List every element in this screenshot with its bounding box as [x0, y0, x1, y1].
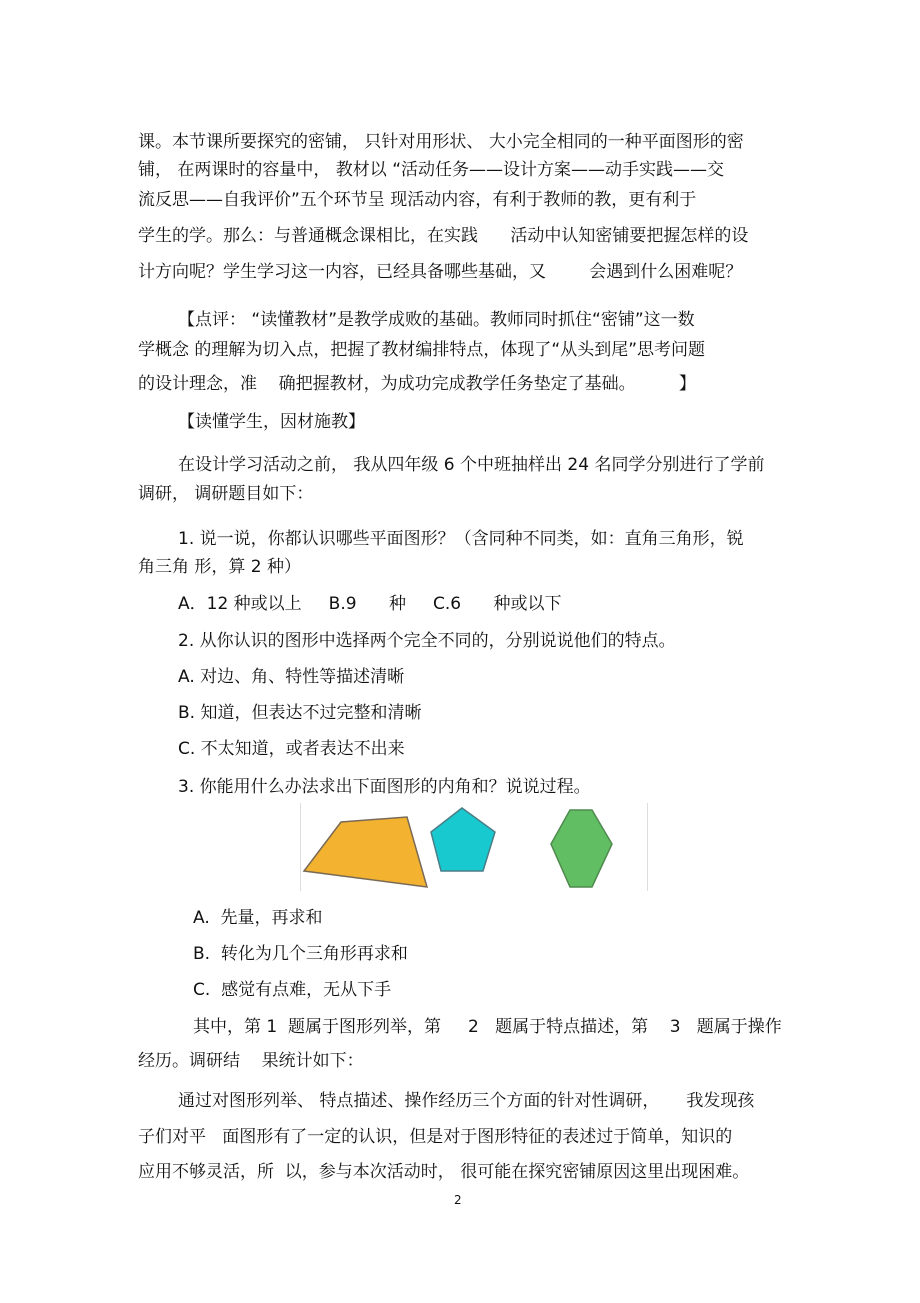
- q3-option-b: B. 转化为几个三角形再求和: [193, 944, 408, 964]
- intro-line-3: 流反思——自我评价”五个环节呈 现活动内容，有利于教师的教，更有利于: [138, 190, 697, 210]
- pentagon-shape: [431, 808, 495, 871]
- hexagon-shape: [551, 810, 612, 887]
- comment-line-1: 【点评： “读懂教材”是教学成败的基础。教师同时抓住“密铺”这一数: [178, 310, 695, 330]
- q3-option-a: A. 先量，再求和: [193, 908, 323, 928]
- q3-option-c: C. 感觉有点难，无从下手: [193, 980, 392, 1000]
- polygon-figure: [300, 803, 648, 891]
- section-heading: 【读懂学生，因材施教】: [178, 412, 365, 432]
- comment-line-2: 学概念 的理解为切入点，把握了教材编排特点，体现了“从头到尾”思考问题: [138, 340, 706, 360]
- comment-line-3: 的设计理念，准 确把握教材，为成功完成教学任务垫定了基础。 】: [138, 374, 696, 394]
- intro-line-2: 铺， 在两课时的容量中， 教材以 “活动任务——设计方案——动手实践——交: [138, 160, 725, 180]
- q1-line-2: 角三角 形，算 2 种）: [138, 557, 302, 577]
- q2-option-c: C. 不太知道，或者表达不出来: [178, 739, 405, 759]
- conclusion-line-2: 子们对平 面图形有了一定的认识，但是对于图形特征的表述过于简单，知识的: [138, 1127, 733, 1147]
- summary-line-2: 经历。调研结 果统计如下：: [138, 1051, 364, 1071]
- survey-intro-line-1: 在设计学习活动之前， 我从四年级 6 个中班抽样出 24 名同学分别进行了学前: [178, 455, 765, 475]
- intro-line-4: 学生的学。那么：与普通概念课相比，在实践 活动中认知密铺要把握怎样的设: [138, 226, 749, 246]
- summary-line-1: 其中，第 1 题属于图形列举，第 2 题属于特点描述，第 3 题属于操作: [193, 1017, 782, 1037]
- q3-text: 3. 你能用什么办法求出下面图形的内角和？说说过程。: [178, 777, 591, 797]
- survey-intro-line-2: 调研， 调研题目如下：: [138, 484, 314, 504]
- quadrilateral-shape: [304, 817, 427, 887]
- intro-line-1: 课。本节课所要探究的密铺， 只针对用形状、 大小完全相同的一种平面图形的密: [138, 132, 744, 152]
- conclusion-line-1: 通过对图形列举、 特点描述、操作经历三个方面的针对性调研， 我发现孩: [178, 1091, 755, 1111]
- page-number: 2: [454, 1193, 462, 1207]
- conclusion-line-3: 应用不够灵活，所 以，参与本次活动时， 很可能在探究密铺原因这里出现困难。: [138, 1162, 750, 1182]
- q2-option-a: A. 对边、角、特性等描述清晰: [178, 667, 405, 687]
- q1-options: A．12 种或以上 B.9 种 C.6 种或以下: [178, 594, 562, 614]
- polygon-figure-svg: [300, 803, 648, 891]
- q2-option-b: B. 知道，但表达不过完整和清晰: [178, 703, 422, 723]
- q1-line-1: 1. 说一说，你都认识哪些平面图形？（含同种不同类，如：直角三角形，锐: [178, 529, 744, 549]
- q2-text: 2. 从你认识的图形中选择两个完全不同的，分别说说他们的特点。: [178, 631, 676, 651]
- intro-line-5: 计方向呢？学生学习这一内容，已经具备哪些基础，又 会遇到什么困难呢？: [138, 262, 743, 282]
